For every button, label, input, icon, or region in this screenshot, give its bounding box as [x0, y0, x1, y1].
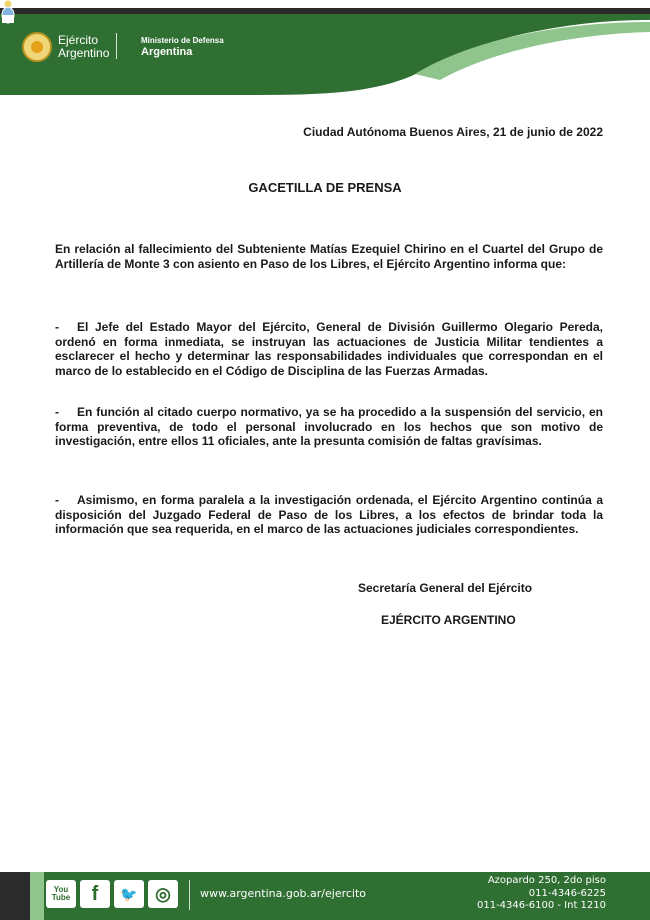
list-item	[55, 493, 603, 537]
list-item	[55, 405, 603, 449]
website-link[interactable]: www.argentina.gob.ar/ejercito	[200, 887, 367, 900]
social-links	[46, 880, 178, 908]
brand-ejercito	[58, 34, 109, 60]
twitter-icon[interactable]	[114, 880, 144, 908]
address-line: Azopardo 250, 2do piso	[487, 875, 606, 886]
brand-line-2: Argentino	[58, 46, 110, 60]
signature-office: Secretaría General del Ejército	[358, 581, 533, 595]
ejercito-logo-icon	[22, 32, 52, 62]
contact-address	[477, 875, 606, 913]
signature-institution: EJÉRCITO ARGENTINO	[381, 613, 516, 627]
footer-divider	[189, 880, 190, 910]
twitter-label: 🐦	[120, 885, 138, 902]
list-item-text: En función al citado cuerpo normativo, ya se ha procedido a la suspensión del servicio, en forma preventiva, de todo el personal involucrado en los hechos que son motivo de investigación, entre ellos 11 oficiales, ante la presunta comisión de faltas gravísimas.	[55, 405, 603, 448]
list-item	[55, 320, 603, 378]
facebook-icon[interactable]	[80, 880, 110, 908]
header-divider	[116, 33, 117, 59]
brand-ministerio	[141, 36, 224, 58]
national-shield-icon	[0, 0, 16, 24]
ministry-line-2: Argentina	[141, 46, 193, 58]
bullet-marker: -	[55, 405, 59, 419]
brand-line-1: Ejército	[58, 33, 99, 47]
list-item-text: El Jefe del Estado Mayor del Ejército, General de División Guillermo Olegario Pereda, ordenó en forma inmediata, se instruyan las actuaciones de Justicia Militar tendientes a esclarecer el hecho y determinar las responsabilidades individuales que correspondan en el marco de lo establecido en el Código de Disciplina de las Fuerzas Armadas.	[55, 320, 603, 378]
phone-line: 011-4346-6100 - Int 1210	[476, 900, 606, 911]
instagram-label: ◎	[155, 883, 171, 904]
instagram-icon[interactable]	[148, 880, 178, 908]
youtube-icon[interactable]	[46, 880, 76, 908]
intro-paragraph: En relación al fallecimiento del Subteniente Matías Ezequiel Chirino en el Cuartel del Grupo de Artillería de Monte 3 con asiento en Paso de los Libres, el Ejército Argentino informa que:	[55, 242, 603, 271]
document-date: Ciudad Autónoma Buenos Aires, 21 de junio de 2022	[303, 125, 603, 139]
list-item-text: Asimismo, en forma paralela a la investigación ordenada, el Ejército Argentino continúa a disposición del Juzgado Federal de Paso de los Libres, a los efectos de brindar toda la información que sea requerida, en el marco de las actuaciones judiciales correspondientes.	[55, 493, 603, 536]
facebook-label: f	[91, 882, 99, 905]
letterhead-header	[0, 0, 650, 95]
bullet-marker: -	[55, 493, 59, 507]
bullet-marker: -	[55, 320, 59, 334]
phone-line: 011-4346-6225	[528, 887, 606, 899]
youtube-label: You Tube	[51, 885, 71, 902]
document-title: GACETILLA DE PRENSA	[248, 180, 402, 195]
ministry-line-1: Ministerio de Defensa	[141, 36, 224, 45]
letterhead-footer	[0, 872, 650, 920]
